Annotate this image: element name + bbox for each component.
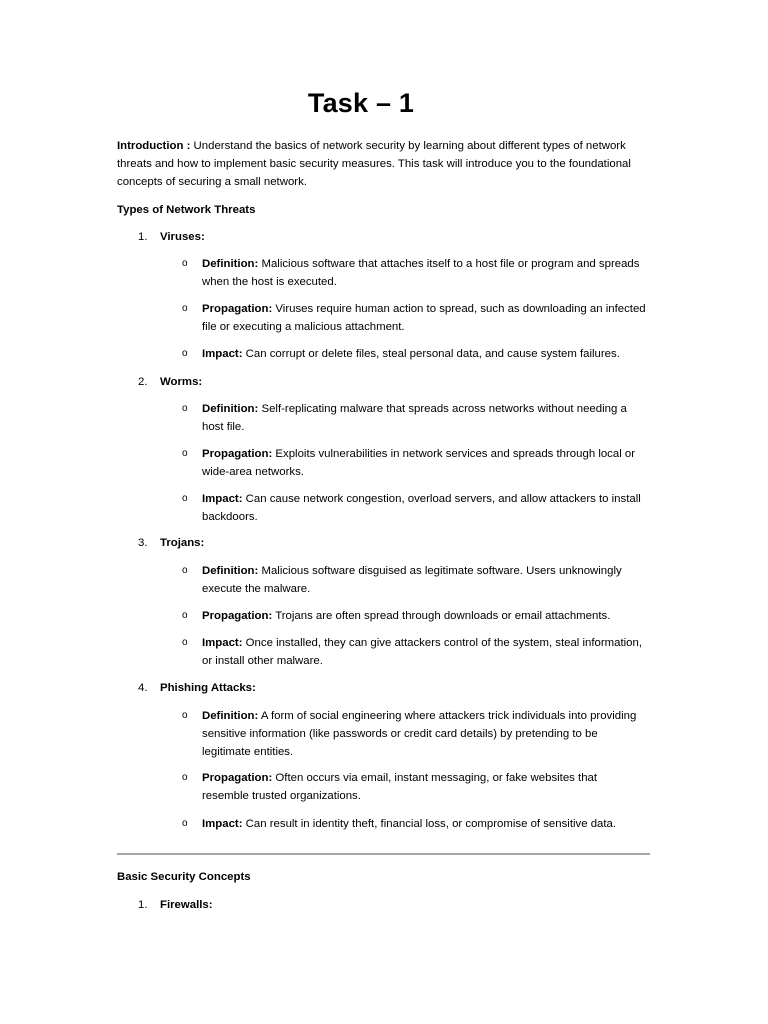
- list-item: [182, 300, 647, 336]
- point-label: Definition:: [202, 565, 259, 577]
- point-label: Propagation:: [202, 610, 273, 622]
- point-text: Exploits vulnerabilities in network services and spreads through local or wide-area networks.: [202, 448, 636, 478]
- list-number: 2.: [138, 376, 148, 388]
- list-item: [182, 345, 647, 363]
- threat-item-viruses: [138, 229, 205, 245]
- list-item: [182, 562, 647, 598]
- point-label: Impact:: [202, 637, 243, 649]
- introduction-paragraph: [117, 137, 652, 191]
- point-text: Often occurs via email, instant messaging, or fake websites that resemble trusted organizations.: [202, 772, 598, 802]
- point-label: Propagation:: [202, 303, 273, 315]
- bullet-icon: o: [182, 403, 188, 414]
- list-item: [182, 255, 647, 291]
- point-text: Can corrupt or delete files, steal personal data, and cause system failures.: [242, 348, 620, 360]
- list-item: [182, 607, 647, 625]
- point-text: Can result in identity theft, financial loss, or compromise of sensitive data.: [242, 818, 617, 830]
- section-heading-threats: Types of Network Threats: [117, 204, 256, 216]
- bullet-icon: o: [182, 493, 188, 504]
- point-text: A form of social engineering where attackers trick individuals into providing sensitive information (like passwords or credit card details) by pretending to be legitimate entities.: [202, 710, 637, 758]
- point-text: Malicious software that attaches itself to a host file or program and spreads when the host is executed.: [202, 258, 640, 288]
- list-item: [182, 634, 647, 670]
- threat-label: Phishing Attacks:: [160, 682, 256, 694]
- point-label: Propagation:: [202, 448, 273, 460]
- point-text: Viruses require human action to spread, such as downloading an infected file or executing a malicious attachment.: [202, 303, 646, 333]
- threat-label: Viruses:: [160, 231, 205, 243]
- threat-item-worms: [138, 374, 202, 390]
- bullet-icon: o: [182, 772, 188, 783]
- threat-item-phishing: [138, 680, 256, 696]
- point-text: Once installed, they can give attackers control of the system, steal information, or install other malware.: [202, 637, 643, 667]
- list-number: 1.: [138, 899, 148, 911]
- list-item: [182, 815, 647, 833]
- list-item: [182, 707, 647, 761]
- introduction-text: Understand the basics of network security by learning about different types of network threats and how to implement basic security measures. This task will introduce you to the foundational concepts of securing a small network.: [117, 140, 631, 188]
- point-text: Can cause network congestion, overload servers, and allow attackers to install backdoors.: [202, 493, 641, 523]
- bullet-icon: o: [182, 710, 188, 721]
- point-label: Impact:: [202, 348, 243, 360]
- point-text: Trojans are often spread through downloads or email attachments.: [272, 610, 611, 622]
- list-item: [182, 490, 647, 526]
- list-number: 1.: [138, 231, 148, 243]
- point-text: Malicious software disguised as legitimate software. Users unknowingly execute the malware.: [202, 565, 622, 595]
- point-label: Definition:: [202, 258, 259, 270]
- introduction-label: Introduction :: [117, 140, 191, 152]
- list-number: 3.: [138, 537, 148, 549]
- threat-label: Trojans:: [160, 537, 205, 549]
- list-item: [182, 445, 647, 481]
- list-number: 4.: [138, 682, 148, 694]
- threat-item-trojans: [138, 535, 204, 551]
- bullet-icon: o: [182, 818, 188, 829]
- list-item: [182, 400, 647, 436]
- point-label: Impact:: [202, 818, 243, 830]
- list-item: [182, 769, 647, 805]
- bullet-icon: o: [182, 348, 188, 359]
- point-label: Definition:: [202, 403, 259, 415]
- point-label: Definition:: [202, 710, 259, 722]
- threat-label: Worms:: [160, 376, 203, 388]
- bullet-icon: o: [182, 448, 188, 459]
- concept-label: Firewalls:: [160, 899, 213, 911]
- bullet-icon: o: [182, 258, 188, 269]
- bullet-icon: o: [182, 565, 188, 576]
- point-label: Propagation:: [202, 772, 273, 784]
- bullet-icon: o: [182, 303, 188, 314]
- section-heading-concepts: Basic Security Concepts: [117, 871, 251, 883]
- bullet-icon: o: [182, 637, 188, 648]
- bullet-icon: o: [182, 610, 188, 621]
- page-title: Task – 1: [307, 88, 415, 118]
- horizontal-divider: [117, 853, 650, 855]
- concept-item-firewalls: [138, 897, 213, 913]
- point-label: Impact:: [202, 493, 243, 505]
- point-text: Self-replicating malware that spreads across networks without needing a host file.: [202, 403, 627, 433]
